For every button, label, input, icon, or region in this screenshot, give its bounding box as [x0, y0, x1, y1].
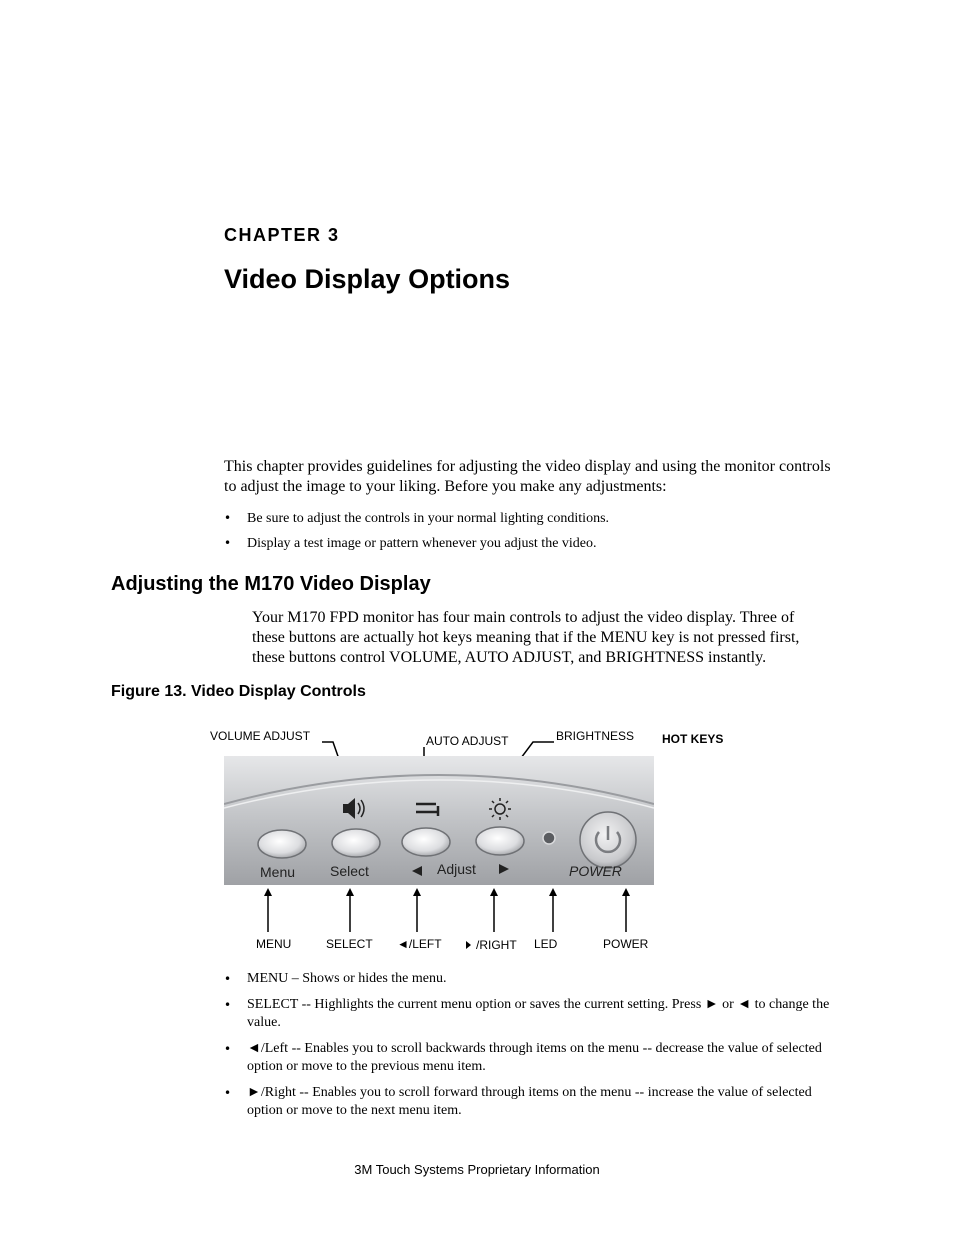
- right-button[interactable]: [476, 827, 524, 855]
- list-item: • SELECT -- Highlights the current menu option or saves the current setting. Press ► or ◄ to change the value.: [224, 996, 842, 1032]
- chapter-title: Video Display Options: [224, 264, 511, 294]
- panel-select-text: Select: [330, 863, 369, 879]
- panel-adjust-text: Adjust: [437, 861, 476, 877]
- menu-label: MENU: [256, 937, 292, 951]
- control-panel-photo: [224, 756, 654, 885]
- menu-button[interactable]: [258, 830, 306, 858]
- list-item: • ►/Right -- Enables you to scroll forward through items on the menu -- increase the value of selected option or move to the next menu item.: [224, 1084, 842, 1120]
- power-label: POWER: [603, 937, 649, 951]
- intro-paragraph: This chapter provides guidelines for adjusting the video display and using the monitor controls to adjust the image to your liking. Before you make any adjustments:: [224, 458, 831, 495]
- panel-power-text: POWER: [569, 863, 622, 879]
- volume-adjust-label: VOLUME ADJUST: [210, 729, 311, 743]
- hot-keys-label: HOT KEYS: [662, 732, 724, 746]
- right-label: [466, 938, 517, 952]
- chapter-label: CHAPTER 3: [224, 225, 340, 245]
- auto-adjust-label: AUTO ADJUST: [426, 734, 509, 748]
- select-label: SELECT: [326, 937, 373, 951]
- list-item: • MENU – Shows or hides the menu.: [224, 970, 842, 988]
- left-label: ◄/LEFT: [397, 937, 442, 951]
- page-footer: 3M Touch Systems Proprietary Information: [354, 1162, 600, 1177]
- select-button[interactable]: [332, 829, 380, 857]
- intro-bullet-list: [224, 510, 834, 560]
- list-item: • Be sure to adjust the controls in your normal lighting conditions.: [224, 510, 834, 527]
- list-item: • Display a test image or pattern whenever you adjust the video.: [224, 535, 834, 552]
- right-label-text: /RIGHT: [476, 938, 517, 952]
- led-indicator: [543, 832, 555, 844]
- list-item: • ◄/Left -- Enables you to scroll backwards through items on the menu -- decrease the value of selected option or move to the previous menu item.: [224, 1040, 842, 1076]
- led-label: LED: [534, 937, 558, 951]
- controls-description-list: [224, 970, 842, 1128]
- small-right-triangle-icon: [466, 941, 471, 949]
- section-paragraph: Your M170 FPD monitor has four main controls to adjust the video display. Three of these buttons are actually hot keys meaning that if the MENU key is not pressed first, these buttons control VOLUME, AUTO ADJUST, and BRIGHTNESS instantly.: [252, 609, 800, 666]
- bottom-pointer-arrows: [255, 886, 645, 936]
- panel-menu-text: Menu: [260, 864, 296, 880]
- figure-caption: Figure 13. Video Display Controls: [111, 683, 366, 700]
- left-button[interactable]: [402, 828, 450, 856]
- section-heading: Adjusting the M170 Video Display: [111, 573, 431, 595]
- brightness-label: BRIGHTNESS: [556, 729, 635, 743]
